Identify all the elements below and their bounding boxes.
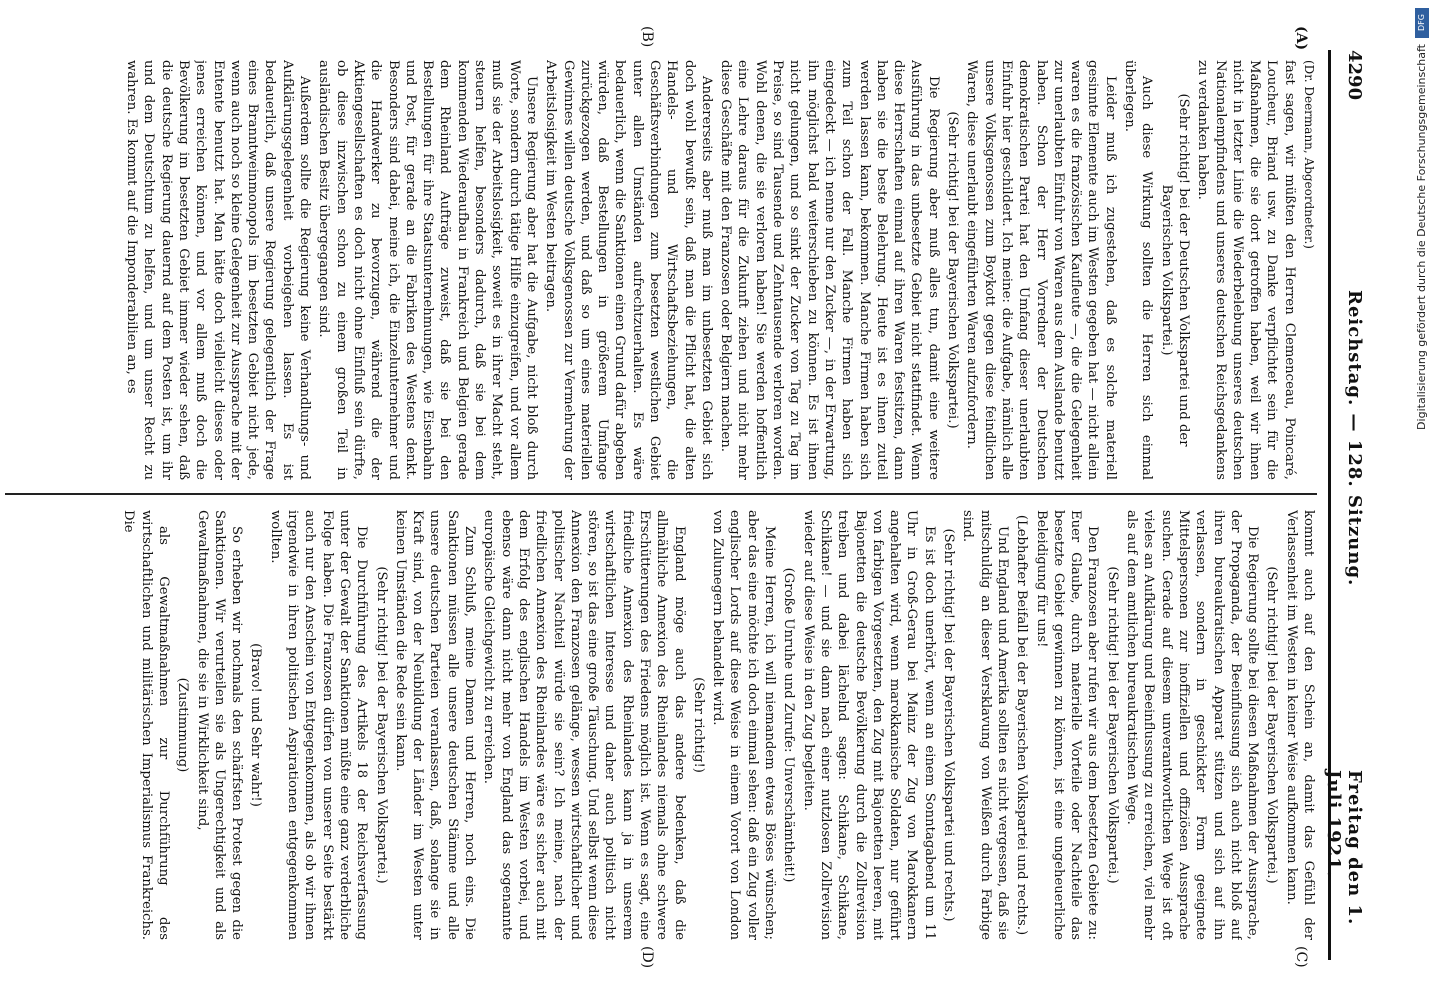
interjection: (Sehr richtig! bei der Bayerischen Volkspartei.) — [373, 566, 389, 884]
dfg-logo: DFG — [1415, 8, 1429, 38]
interjection: (Sehr richtig! bei der Deutschen Volkspartei und der Bayerischen Volkspartei.) — [1158, 93, 1191, 447]
left-column — [5, 60, 1317, 480]
interjection: (Sehr richtig! bei der Bayerischen Volkspartei.) — [1104, 566, 1120, 884]
paragraph: England möge auch das andere bedenken, daß die allmähliche Annexion des Rheinlandes niemals ohne schwere Erschütterungen des Friedens möglich ist. Wenn es sagt, eine friedliche Annexion des Rheinlandes kann ja in unserem wirtschaftlichen Interesse und daher auch politisch nicht stören, so ist das eine große Täuschung. Und selbst wenn diese Annexion den Franzosen gelänge, wessen wirtschaftlicher und politischer Nachteil würde sie sein? Ich meine, nach der friedlichen Annexion des Rheinlandes wäre es sicher auch mit dem Erfolg des englischen Handels im Westen vorbei, und ebenso wäre dann nicht mehr von England das sogenannte europäische Gleichgewicht zu erreichen. — [481, 510, 687, 940]
right-column — [5, 510, 1317, 940]
paragraph: Außerdem sollte die Regierung keine Verhandlungs- und Aufklärungsgelegenheit vorbeigehen lassen. Es ist bedauerlich, daß unsere Regierung gelegentlich der Frage eines Branntweinmonopols im besetzten Gebiet nicht jede, wenn auch noch so kleine Gelegenheit zur Aussprache mit der Entente benutzt hat. Man hätte doch vielleicht dieses oder jenes erreichen können, und vor allem muß doch die Bevölkerung im besetzten Gebiet immer wieder sehen, daß die deutsche Regierung dauernd auf dem Posten ist, um ihr und dem Deutschtum zu helfen, und um unser Recht zu wahren. Es kommt auf die Imponderabilien an, es — [124, 60, 313, 480]
paragraph: fast sagen, wir müßten den Herren Clemenceau, Poincaré, Loucheur, Briand usw. zu Danke verpflichtet sein für die Maßnahmen, die sie dort getroffen haben, weil wir ihnen nicht in letzter Linie die Wiederbelebung unseres deutschen Nationalempfindens und unseres deutschen Reichsgedankens zu verdanken haben. — [1195, 60, 1297, 480]
interjection: (Sehr richtig! bei der Bayerischen Volkspartei und rechts.) — [941, 528, 957, 922]
paragraph: Und England und Amerika sollten es nicht vergessen, daß sie mitschuldig an dieser Versklavung von Weißen durch Farbige sind. — [960, 510, 1010, 940]
paragraph: Leider muß ich zugestehen, daß es solche materiell gesinnte Elemente auch im Westen gegeben hat — nicht allein waren es die französischen Kaufleute —, die die Gelegenheit zur unerlaubten Einfuhr von Waren aus dem Auslande benutzt haben. Schon der Herr Vorredner der Deutschen demokratischen Partei hat den Umfang dieser unerlaubten Einfuhr hier geschildert. Ich meine: die Aufgabe, nämlich alle unsere Volksgenossen zum Boykott gegen diese feindlichen Waren, diese unerlaubt eingeführten Waren aufzufordern. — [964, 60, 1118, 480]
paragraph: als Gewaltmaßnahmen zur Durchführung des wirtschaftlichen und militärischen Imperialismus Frankreichs. Die — [121, 510, 171, 940]
interjection: (Sehr richtig! bei der Bayerischen Volkspartei.) — [1264, 566, 1280, 884]
paragraph: Die Regierung sollte bei diesen Maßnahmen der Aussprache, der Propaganda, der Beeinflussung sich auch nicht bloß auf ihren bureaukratischen Apparat stützen und sich auf ihn verlassen, sondern in geschickter Form geeignete Mittelspersonen zur inoffiziellen und offiziösen Aussprache suchen. Gerade auf diesem unverantwortlichen Wege ist oft vieles an Aufklärung und Beeinflussung zu erreichen, viel mehr als auf dem amtlichen bureaukratischen Wege. — [1124, 510, 1261, 940]
margin-marker-c: (C) — [1293, 946, 1309, 968]
funding-credit: Digitalisierung gefördert durch die Deutsche Forschungsgemeinschaft — [1415, 44, 1428, 430]
paragraph: Die Regierung aber muß alles tun, damit eine weitere Ausführung in das unbesetzte Gebiet nicht stattfindet. Wenn diese Herrschaften einmal auf ihren Waren festsitzen, dann haben sie die beste Belehrung. Heute ist es ihnen zuteil werden lassen kann, bekommen. Manche Firmen haben sich zum Teil schon der Fall. Manche Firmen haben sich eingedeckt — ich nenne nur den Zucker —, in der Erwartung, ihn möglichst bald weiterschieben zu können. Es ist ihnen nicht gelungen, und so sinkt der Zucker von Tag zu Tag im Preise, so sind Tausende und Zehntausende verloren worden. Wohl denen, die sie verloren haben! Sie werden hoffentlich eine Lehre daraus für die Zukunft ziehen und nicht mehr diese Geschäfte mit den Franzosen oder Belgiern machen. — [718, 60, 941, 480]
paragraph: Es ist doch unerhört, wenn an einem Sonntagabend um 11 Uhr in Groß-Gerau bei Mainz der Zug von Marokkanern angehalten wird, wenn marokkanische Soldaten, nur geführt von farbigen Vorgesetzten, den Zug mit Bajonetten leeren, mit Bajonetten die deutsche Bevölkerung durch die Zollrevision treiben und dabei lächelnd sagen: Schikane, Schikane, Schikane! — und sie dann nach einer nutzlosen Zollrevision wieder auf diese Weise in den Zug begleiten. — [800, 510, 937, 940]
paragraph: Meine Herren, ich will niemandem etwas Böses wünschen; aber das eine möchte ich doch einmal sehen: daß ein Zug voller englischer Lords auf diese Weise in einem Vorort von London von Zulunegern behandelt wird. — [710, 510, 778, 940]
page-header — [1323, 50, 1375, 960]
margin-marker-d: (D) — [639, 946, 655, 969]
paragraph: So erheben wir nochmals den schärfsten Protest gegen die Sanktionen. Wir verurteilen sie als Ungerechtigkeit und als Gewaltmaßnahmen, die sie in Wirklichkeit sind, — [194, 510, 245, 940]
paragraph: Andererseits aber muß man im unbesetzten Gebiet sich doch wohl bewußt sein, daß man die Pflicht hat, die alten Handels- und Wirtschaftsbeziehungen, die Geschäftsverbindungen zum besetzten westlichen Gebiet unter allen Umständen aufrechtzuerhalten. Es wäre bedauerlich, wenn die Sanktionen einen Grund dafür abgeben würden, daß Bestellungen in größerem Umfange zurückgezogen werden, und daß so um eines materiellen Gewinnes willen deutsche Volksgenossen zur Vermehrung der Arbeitslosigkeit im Westen beitragen. — [543, 60, 714, 480]
paragraph: Zum Schluß, meine Damen und Herren, noch eins. Die Sanktionen müssen alle unsere deutschen Stämme und alle unsere deutschen Parteien veranlassen, daß, solange sie in Kraft sind, von der Neubildung der Länder im Westen unter keinen Umständen die Rede sein kann. — [392, 510, 478, 940]
interjection: (Zustimmung) — [175, 677, 191, 773]
paragraph: kommt auch auf den Schein an, damit das Gefühl der Verlassenheit im Westen in keiner Weise aufkommen kann. — [1283, 510, 1316, 940]
interjection: (Große Unruhe und Zurufe: Unverschämtheit!) — [781, 567, 797, 883]
paragraph: Unsere Regierung aber hat die Aufgabe, nicht bloß durch Worte, sondern durch tätige Hilfe einzugreifen, und vor allem muß sie der Arbeitslosigkeit, soweit es in ihrer Macht steht, steuern helfen, besonders dadurch, daß sie bei dem kommenden Wiederaufbau in Frankreich und Belgien gerade dem Rheinland Aufträge zuweist, daß sie bei den Bestellungen für ihre Staatsunternehmungen, wie Eisenbahn und Post, für gerade an die Fabriken des Westens denkt. Besonders sind dabei, meine ich, die Einzelunternehmer und die Handwerker zu bevorzugen, während die der Aktiengesellschaften es doch nicht ohne Einfluß sein dürfte, ob diese inzwischen schon zu einem großen Teil in ausländischen Besitz übergegangen sind. — [316, 60, 539, 480]
session-title: Reichstag. — 128. Sitzung. — [1344, 290, 1365, 587]
column-divider — [5, 493, 1317, 495]
margin-marker-b: (B) — [639, 26, 655, 48]
page-number: 4290 — [1344, 50, 1365, 101]
interjection: (Lebhafter Beifall bei der Bayerischen Volkspartei und rechts.) — [1014, 514, 1030, 936]
interjection: (Sehr richtig! bei der Bayerischen Volkspartei.) — [945, 111, 961, 429]
margin-marker-a: (A) — [1293, 26, 1309, 51]
paragraph: Den Franzosen aber rufen wir aus dem besetzten Gebiete zu: Euer Glaube, durch materielle Vorteile oder Nachteile das besetzte Gebiet gewinnen zu können, ist eine ungeheuerliche Beleidigung für uns! — [1033, 510, 1101, 940]
interjection: (Bravo! und Sehr wahr!) — [248, 643, 264, 807]
paragraph: Die Durchführung des Artikels 18 der Reichsverfassung unter der Gewalt der Sanktionen müßte eine ganz verderbliche Folge haben. Die Franzosen dürfen von unserer Seite bestärkt auch nur den Anschein von Entgegenkommen, als ob wir ihnen irgendwie in ihren politischen Aspirationen entgegenkommen wollten. — [267, 510, 370, 940]
interjection: (Sehr richtig!) — [690, 677, 706, 773]
credit-sidebar — [1402, 0, 1432, 1000]
speaker-line: (Dr. Deermann, Abgeordneter.) — [1302, 60, 1316, 249]
session-date: Freitag den 1. Juli 1921. — [1323, 770, 1365, 926]
paragraph: Auch diese Wirkung sollten die Herren sich einmal überlegen. — [1122, 60, 1155, 480]
document-page — [0, 20, 1395, 980]
